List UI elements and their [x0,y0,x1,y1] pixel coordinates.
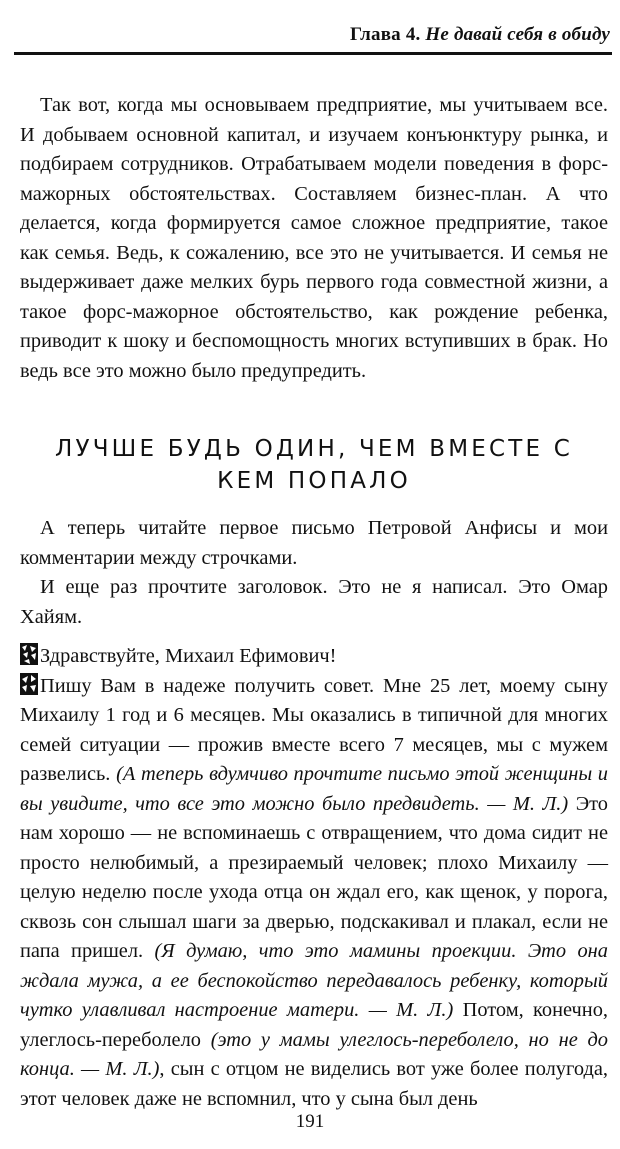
letter-greeting [20,642,608,672]
section-heading-line-2: КЕМ ПОПАЛО [217,468,411,494]
chapter-title: Не давай себя в обиду [425,24,610,45]
letter-ornament-icon [20,673,38,695]
paragraph-intro: Так вот, когда мы основываем предприятие, мы учитываем все. И добываем основной капитал, и изучаем конъюнктуру рынка, и подбираем сотрудников. Отрабатываем модели поведения в форс-мажорных обстоятельствах. Составляем бизнес-план. А что делается, когда формируется самое сложное предприятие, такое как семья. Ведь, к сожалению, все это не учитывается. И семья не выдерживает даже мелких бурь первого года совместной жизни, а такое форс-мажорное обстоятельство, как рождение ребенка, приводит к шоку и беспомощность многих вступивших в брак. Но ведь все это можно было предупредить. [20,94,608,382]
author-comment-2: (Я думаю, что это мамины проекции. Это она ждала мужа, а ее беспокойство передавалось ребенку, который чутко улавливал настроение матери. — М. Л.) [20,940,608,1021]
letter-text-4: , сын с отцом не виделись вот уже более полугода, этот человек даже не вспомнил, что у сына был день [20,1058,608,1110]
intro-paragraph-2: И еще раз прочтите заголовок. Это не я написал. Это Омар Хайям. [20,576,608,628]
page-body [20,91,608,1114]
chapter-label: Глава 4. [350,24,421,45]
author-comment-1: (А теперь вдумчиво прочтите письмо этой женщины и вы увидите, что все это можно было предвидеть. — М. Л.) [20,763,608,815]
intro-paragraph-1: А теперь читайте первое письмо Петровой Анфисы и мои комментарии между строчками. [20,517,608,569]
letter-text-2: Это нам хорошо — не вспоминаешь с отвращением, что дома сидит не просто нелюбимый, а презираемый человек; плохо Михаилу — целую неделю после ухода отца он ждал его, как щенок, у порога, сквозь сон слышал шаги за дверью, подскакивал и плакал, если не папа пришел. [20,792,608,962]
page-number: 191 [295,1111,325,1132]
section-heading [20,433,608,497]
letter-ornament-icon [20,643,38,665]
letter-block [20,642,608,1114]
letter-body [20,672,608,1115]
running-header [14,22,612,55]
section-heading-line-1: ЛУЧШЕ БУДЬ ОДИН, ЧЕМ ВМЕСТЕ С [55,436,573,462]
letter-greeting-text: Здравствуйте, Михаил Ефимович! [40,645,337,667]
letter-text-1: Пишу Вам в надеже получить совет. Мне 25 лет, моему сыну Михаилу 1 год и 6 месяцев. Мы оказались в типичной для многих семей ситуации — прожив вместе всего 7 месяцев, мы с мужем развелись. [20,674,608,785]
letter-text-3: Потом, конечно, улеглось-переболело [20,999,608,1051]
running-title [350,24,610,46]
author-comment-3: (это у мамы улеглось-переболело, но не до конца. — М. Л.) [20,1028,608,1080]
